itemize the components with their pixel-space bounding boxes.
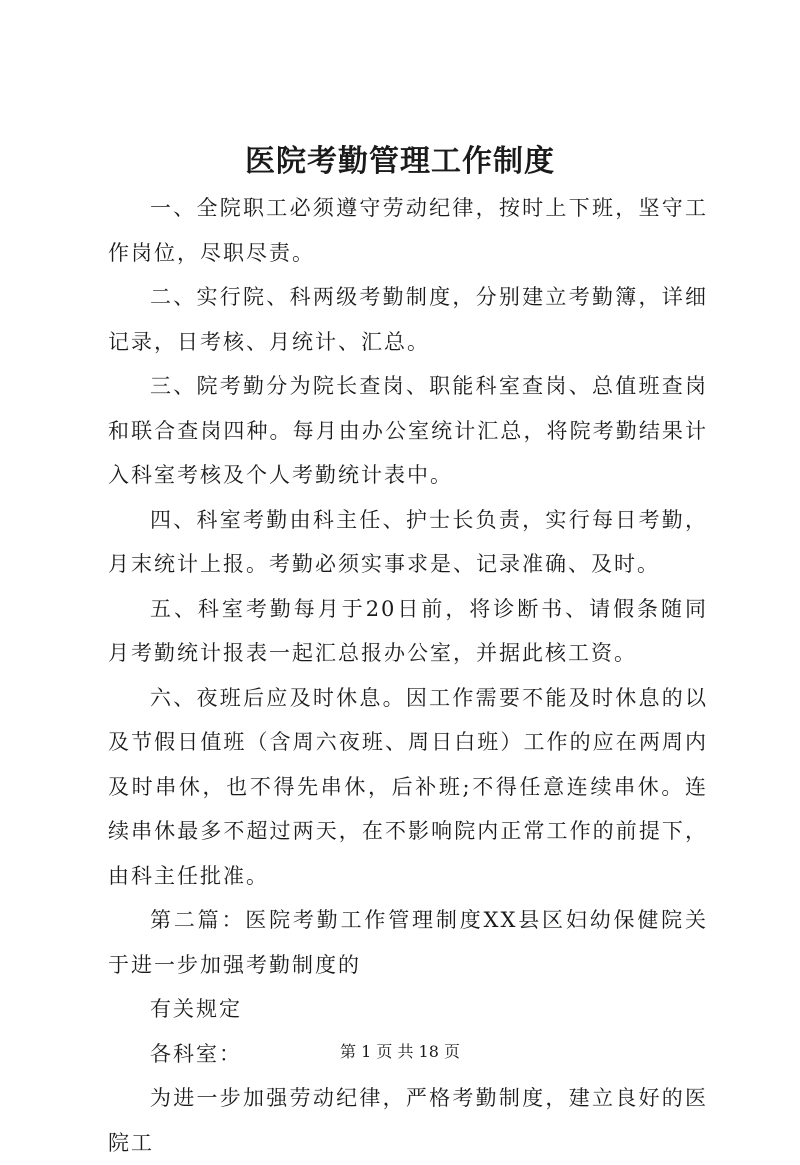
paragraph-2: 二、实行院、科两级考勤制度，分别建立考勤簿，详细记录，日考核、月统计、汇总。 <box>108 285 708 354</box>
document-body <box>108 186 708 1165</box>
paragraph-4: 四、科室考勤由科主任、护士长负责，实行每日考勤，月末统计上报。考勤必须实事求是、记录准确、及时。 <box>108 507 708 576</box>
paragraph-9: 各科室： <box>150 1041 242 1066</box>
page-footer: 第 1 页 共 18 页 <box>340 1042 460 1061</box>
paragraph-10: 为进一步加强劳动纪律，严格考勤制度，建立良好的医院工 <box>108 1086 708 1155</box>
paragraph-3: 三、院考勤分为院长查岗、职能科室查岗、总值班查岗和联合查岗四种。每月由办公室统计汇总，将院考勤结果计入科室考核及个人考勤统计表中。 <box>108 374 708 487</box>
document-title: 医院考勤管理工作制度 <box>245 144 555 179</box>
paragraph-5: 五、科室考勤每月于20日前，将诊断书、请假条随同月考勤统计报表一起汇总报办公室，并据此核工资。 <box>108 596 708 665</box>
paragraph-8: 有关规定 <box>150 997 242 1021</box>
paragraph-6: 六、夜班后应及时休息。因工作需要不能及时休息的以及节假日值班（含周六夜班、周日白班）工作的应在两周内及时串休，也不得先串休，后补班;不得任意连续串休。连续串休最多不超过两天，在不影响院内正常工作的前提下，由科主任批准。 <box>108 685 708 888</box>
paragraph-7: 第二篇：医院考勤工作管理制度XX县区妇幼保健院关于进一步加强考勤制度的 <box>108 908 708 977</box>
paragraph-1: 一、全院职工必须遵守劳动纪律，按时上下班，坚守工作岗位，尽职尽责。 <box>108 196 708 265</box>
